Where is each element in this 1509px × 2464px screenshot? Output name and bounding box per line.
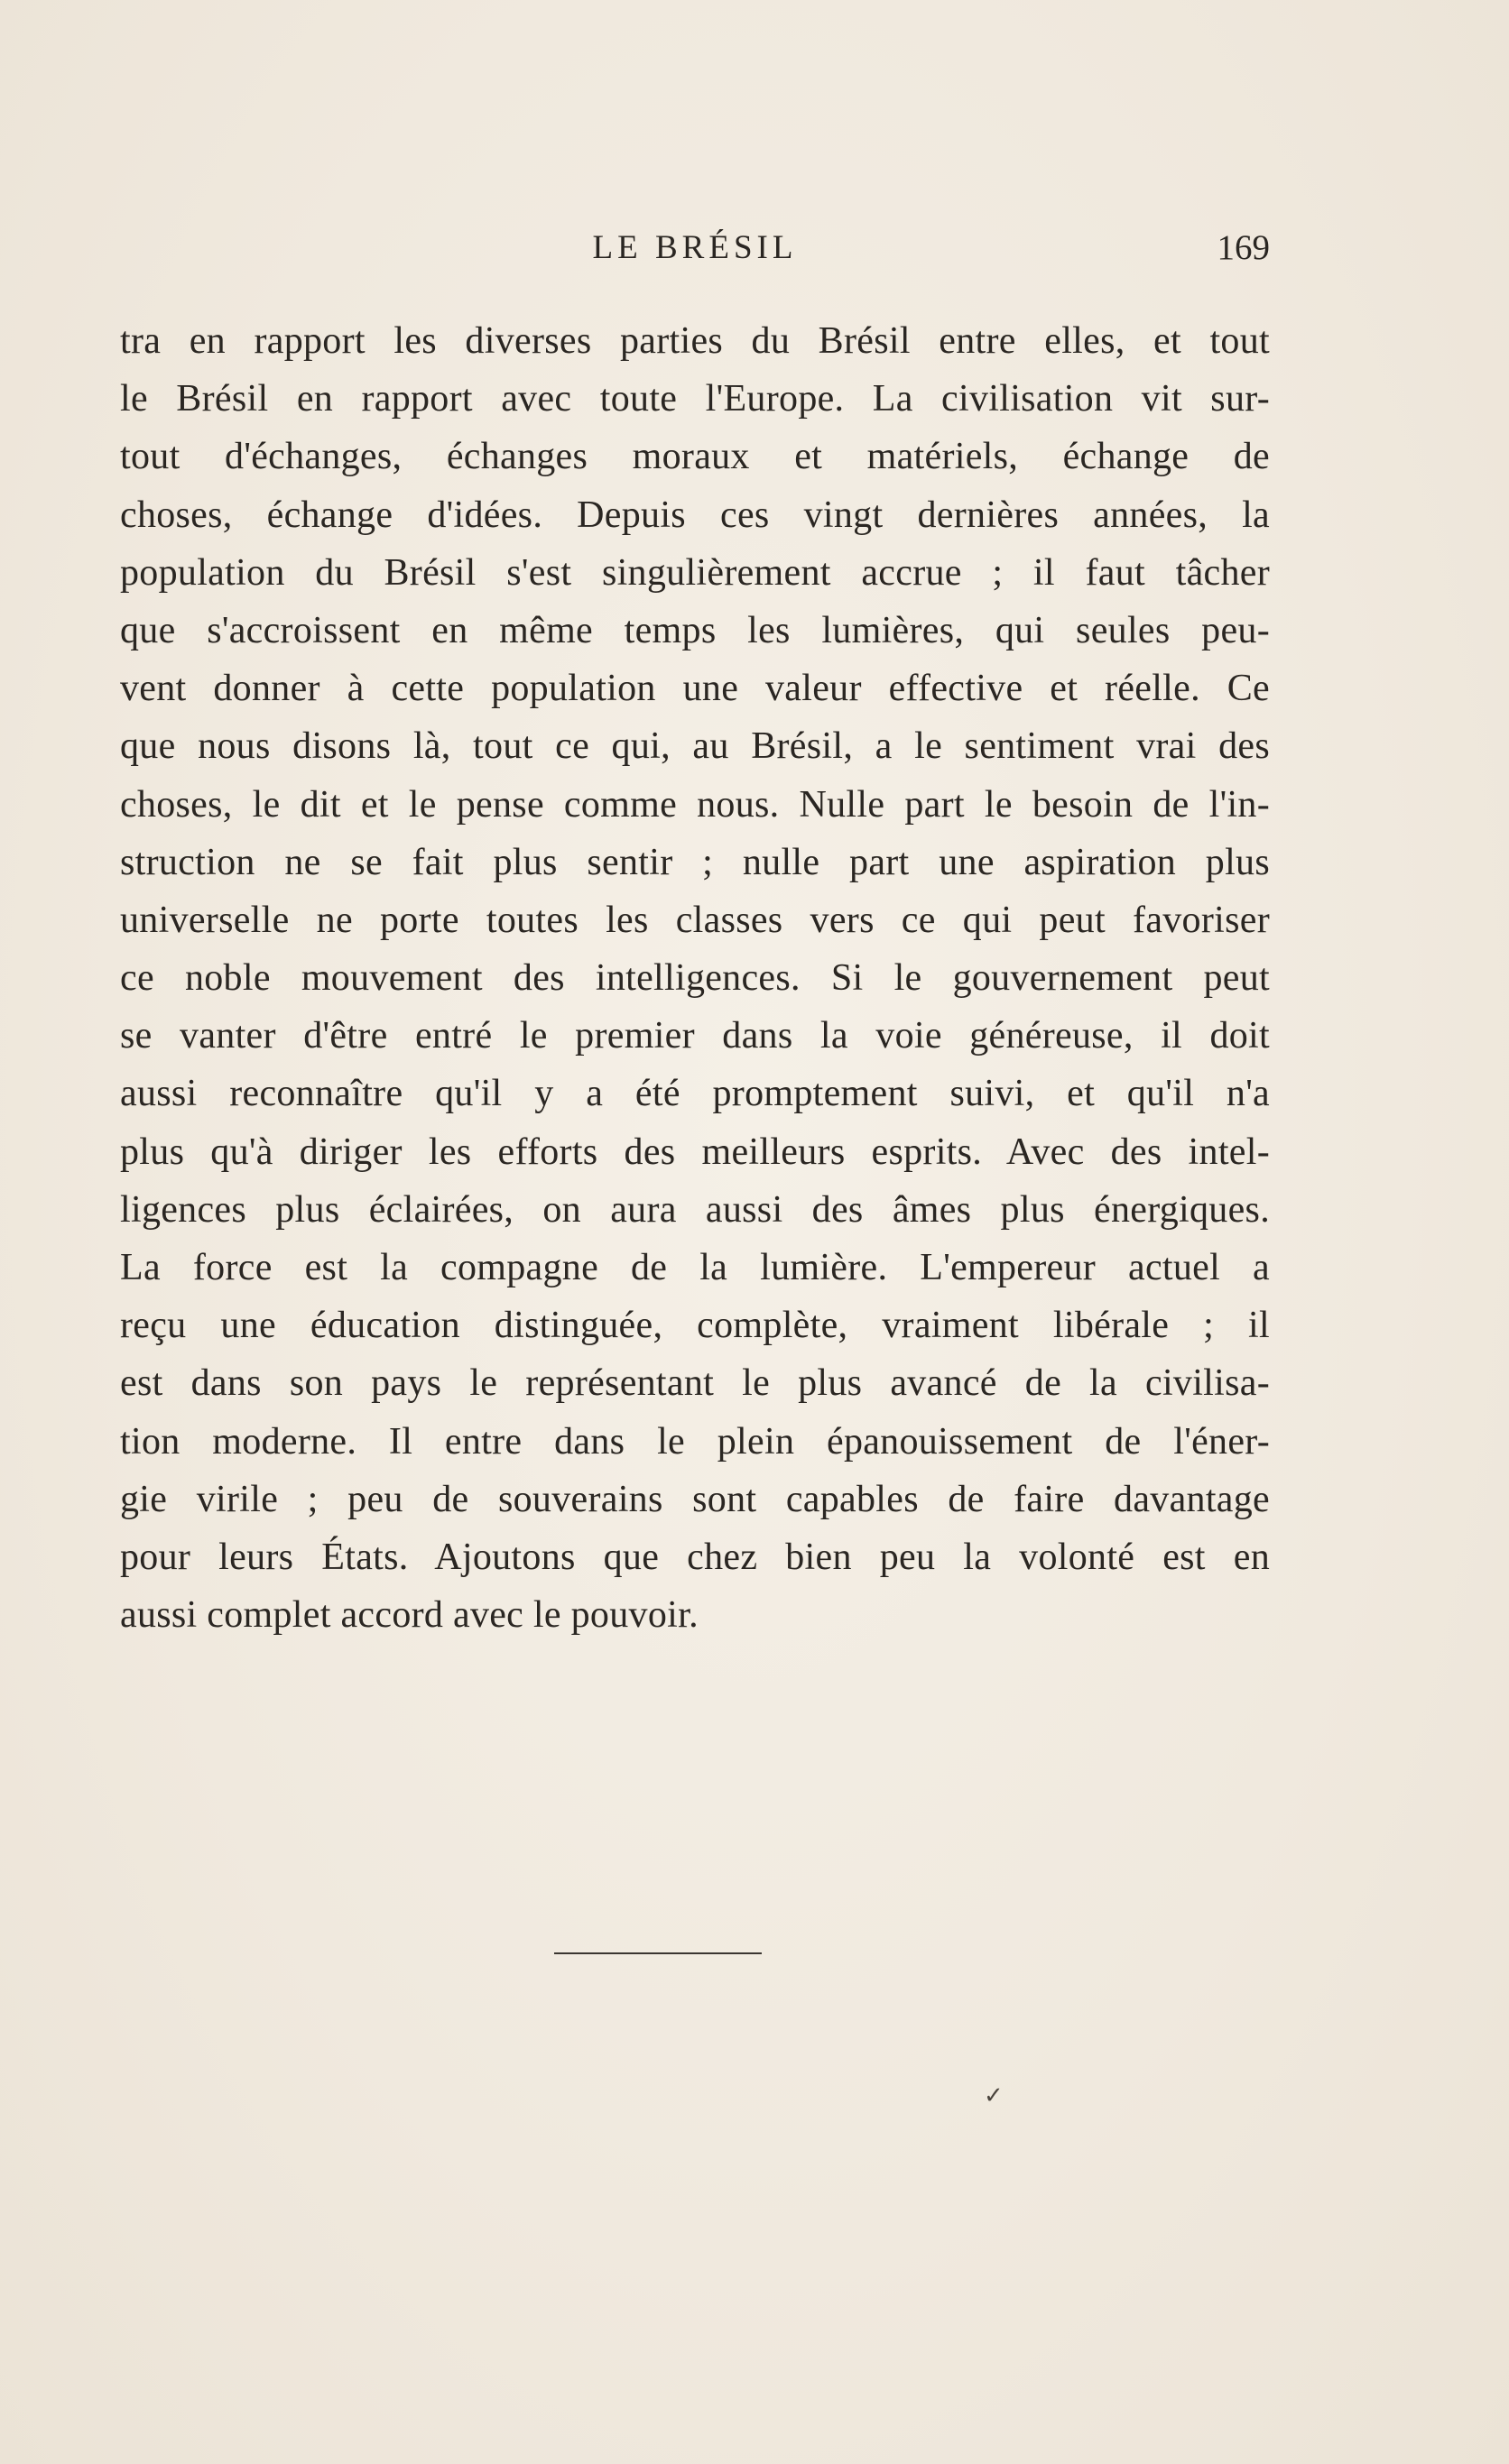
- text-line: ce noble mouvement des intelligences. Si le gouvernement peut: [120, 957, 1270, 1000]
- text-line: gie virile ; peu de souverains sont capables de faire davantage: [120, 1478, 1270, 1520]
- text-line: tion moderne. Il entre dans le plein épanouissement de l'éner-: [120, 1420, 1270, 1463]
- text-line: universelle ne porte toutes les classes vers ce qui peut favoriser: [120, 899, 1270, 941]
- text-line: choses, le dit et le pense comme nous. Nulle part le besoin de l'in-: [120, 783, 1270, 826]
- section-end-rule: [554, 1952, 762, 1954]
- text-line: choses, échange d'idées. Depuis ces vingt dernières années, la: [120, 494, 1270, 536]
- text-line: que nous disons là, tout ce qui, au Brésil, a le sentiment vrai des: [120, 725, 1270, 768]
- text-line: vent donner à cette population une valeur effective et réelle. Ce: [120, 668, 1270, 710]
- text-line: reçu une éducation distinguée, complète, vraiment libérale ; il: [120, 1305, 1270, 1347]
- text-line: La force est la compagne de la lumière. L'empereur actuel a: [120, 1247, 1270, 1288]
- stray-pencil-mark: ✓: [984, 2082, 1004, 2109]
- body-paragraph: [120, 312, 1270, 1644]
- text-line: population du Brésil s'est singulièrement accrue ; il faut tâcher: [120, 551, 1270, 594]
- text-line: struction ne se fait plus sentir ; nulle part une aspiration plus: [120, 841, 1270, 883]
- text-line: que s'accroissent en même temps les lumières, qui seules peu-: [120, 609, 1270, 651]
- page-number: 169: [1217, 228, 1270, 267]
- text-line: se vanter d'être entré le premier dans la voie généreuse, il doit: [120, 1015, 1270, 1057]
- text-line: plus qu'à diriger les efforts des meilleurs esprits. Avec des intel-: [120, 1130, 1270, 1173]
- text-line-last: aussi complet accord avec le pouvoir.: [120, 1594, 699, 1637]
- page-header: [120, 226, 1270, 271]
- running-title: LE BRÉSIL: [592, 229, 798, 266]
- text-line: est dans son pays le représentant le plus avancé de la civilisa-: [120, 1362, 1270, 1405]
- text-line: le Brésil en rapport avec toute l'Europe. La civilisation vit sur-: [120, 378, 1270, 420]
- text-line: tout d'échanges, échanges moraux et matériels, échange de: [120, 436, 1270, 478]
- text-line: ligences plus éclairées, on aura aussi des âmes plus énergiques.: [120, 1188, 1270, 1231]
- text-line: aussi reconnaître qu'il y a été promptement suivi, et qu'il n'a: [120, 1073, 1270, 1115]
- text-line: tra en rapport les diverses parties du Brésil entre elles, et tout: [120, 320, 1270, 362]
- text-line: pour leurs États. Ajoutons que chez bien peu la volonté est en: [120, 1536, 1270, 1578]
